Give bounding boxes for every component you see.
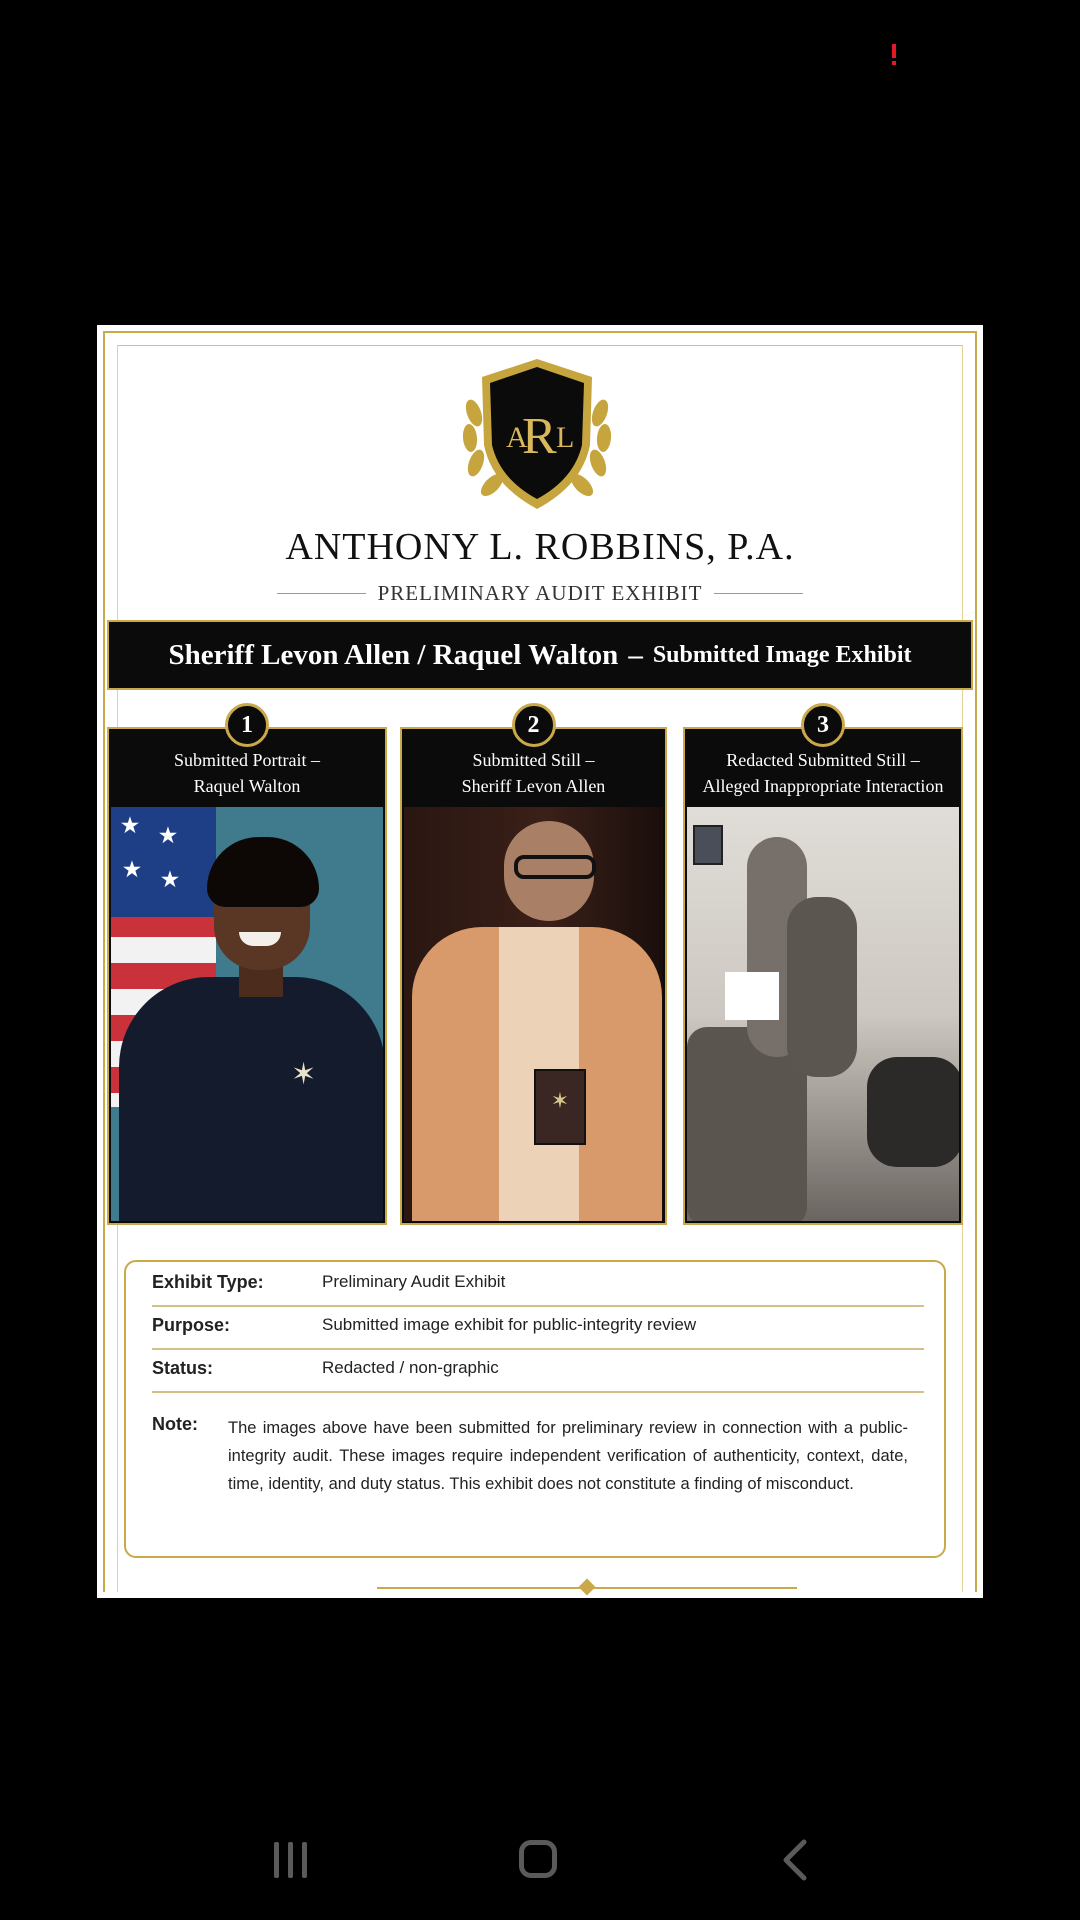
panel-number-badge: 3 — [801, 703, 845, 747]
info-value: Preliminary Audit Exhibit — [322, 1272, 506, 1291]
exhibit-subtitle: PRELIMINARY AUDIT EXHIBIT — [377, 580, 703, 605]
home-icon[interactable] — [519, 1840, 557, 1878]
firm-name: ANTHONY L. ROBBINS, P.A. — [285, 526, 795, 568]
panel-number-badge: 2 — [512, 703, 556, 747]
info-row — [152, 1262, 924, 1307]
banner-title: Sheriff Levon Allen / Raquel Walton — [168, 638, 619, 671]
banner-subtitle: Submitted Image Exhibit — [652, 641, 912, 668]
info-key: Exhibit Type: — [152, 1272, 264, 1292]
panel-title-line: Submitted Portrait – — [174, 750, 320, 770]
android-nav-bar — [0, 1820, 1080, 1920]
portrait-photo: ★ ★ ★ ★ ✶ — [111, 807, 383, 1221]
panel-title-line: Alleged Inappropriate Interaction — [702, 776, 944, 796]
panel-title-line: Redacted Submitted Still – — [726, 750, 920, 770]
back-icon[interactable] — [776, 1838, 816, 1882]
banner-dash: – — [628, 638, 643, 671]
exhibit-document — [97, 325, 983, 1598]
logo-letter-a: A — [506, 421, 528, 454]
panel-title-line: Sheriff Levon Allen — [461, 776, 606, 796]
info-value: Redacted / non-graphic — [322, 1358, 499, 1377]
still-photo — [404, 807, 663, 1221]
notification-indicator — [892, 44, 896, 58]
exhibit-banner — [107, 620, 973, 690]
info-row — [152, 1305, 924, 1350]
panel-title-line: Raquel Walton — [193, 776, 301, 796]
redacted-still-photo — [687, 807, 959, 1221]
info-key: Purpose: — [152, 1315, 231, 1335]
badge-star-icon: ✶ — [534, 1069, 586, 1145]
panel-title — [685, 747, 961, 799]
shield-laurel-logo — [452, 353, 622, 515]
recents-icon[interactable] — [272, 1842, 312, 1882]
redaction-box — [725, 972, 779, 1020]
panel-title — [402, 747, 665, 799]
panel-title-line: Submitted Still – — [472, 750, 595, 770]
badge-star-icon: ✶ — [291, 1058, 317, 1091]
logo-letter-r: R — [522, 408, 557, 465]
panel-title — [109, 747, 385, 799]
info-key: Status: — [152, 1358, 214, 1378]
bottom-ornament — [377, 1587, 797, 1589]
note-text: The images above have been submitted for preliminary review in connection with a public-integrity audit. These images require independent verification of authenticity, context, date, time, identity, and duty status. This exhibit does not constitute a finding of misconduct. — [228, 1419, 908, 1493]
subtitle-row — [277, 578, 803, 608]
exhibit-panel-2 — [400, 712, 667, 1225]
exhibit-info-box — [124, 1260, 946, 1558]
note-key: Note: — [152, 1414, 198, 1434]
info-row — [152, 1348, 924, 1393]
exhibit-panel-1 — [107, 712, 387, 1225]
logo-letter-l: L — [556, 421, 575, 454]
panel-number-badge: 1 — [225, 703, 269, 747]
exhibit-panel-3 — [683, 712, 963, 1225]
info-value: Submitted image exhibit for public-integrity review — [322, 1315, 697, 1334]
